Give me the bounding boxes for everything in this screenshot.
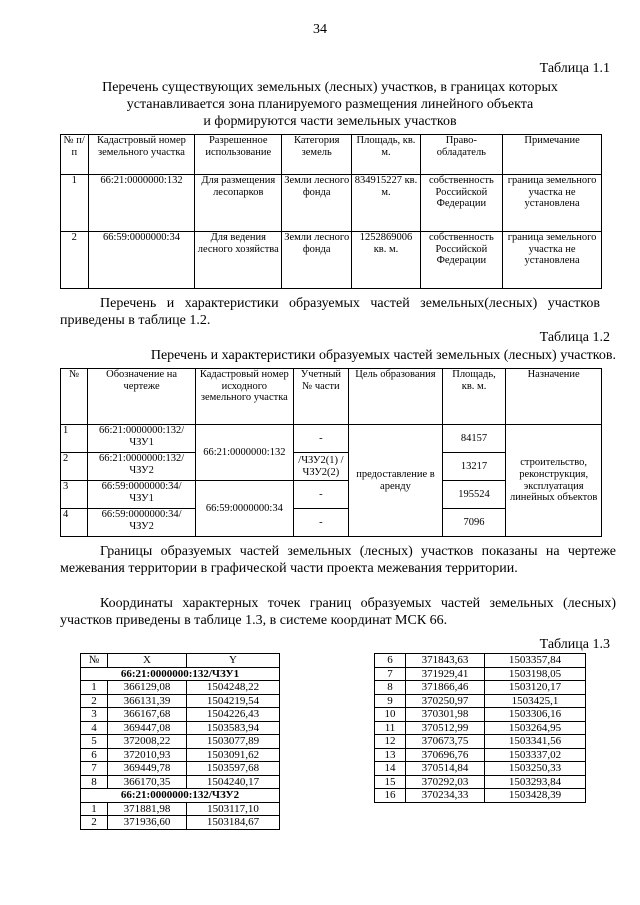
cell: 1 [81, 681, 108, 695]
col-header: X [108, 654, 187, 668]
cell: 7096 [442, 509, 505, 537]
cell: 369447,08 [108, 721, 187, 735]
cell: 371929,41 [406, 667, 485, 681]
cell: строительство, реконструкция, эксплуатация линейных объектов [506, 425, 602, 537]
cell: граница земельного участка не установлена [503, 232, 602, 289]
table-row [81, 735, 280, 749]
col-header: Y [187, 654, 280, 668]
section-header: 66:21:0000000:132/ЧЗУ1 [81, 667, 280, 681]
cell: Для ведения лесного хозяйства [195, 232, 282, 289]
cell: 7 [375, 667, 406, 681]
cell: 834915227 кв. м. [352, 175, 420, 232]
col-header: № [61, 369, 88, 425]
table-row [61, 175, 602, 232]
table-row [375, 708, 586, 722]
cell: 1503264,95 [485, 721, 586, 735]
cell: Земли лесного фонда [282, 175, 352, 232]
cell: 195524 [442, 481, 505, 509]
cell: 366131,39 [108, 694, 187, 708]
table-row [61, 425, 602, 453]
cell: 370234,33 [406, 789, 485, 803]
table-row [61, 232, 602, 289]
table-row [375, 735, 586, 749]
table-row [81, 816, 280, 830]
cell: 370514,84 [406, 762, 485, 776]
table-row [375, 748, 586, 762]
cell: 13217 [442, 453, 505, 481]
col-header: Примечание [503, 135, 602, 175]
cell: 2 [81, 816, 108, 830]
cell: 366167,68 [108, 708, 187, 722]
table-row [375, 721, 586, 735]
cell: собственность Российской Федерации [420, 232, 503, 289]
table-row [375, 667, 586, 681]
paragraph-3: Координаты характерных точек границ образуемых частей земельных (лесных) участков приведены в таблице 1.3, в системе координат МСК 66. [60, 596, 616, 628]
cell: 5 [81, 735, 108, 749]
cell: 13 [375, 748, 406, 762]
cell: 8 [81, 775, 108, 789]
col-header: Кадастровый номер исходного земельного участка [195, 369, 293, 425]
cell: 66:21:0000000:132/ ЧЗУ2 [88, 453, 196, 481]
table-row [375, 762, 586, 776]
cell: 1503293,84 [485, 775, 586, 789]
cell: 84157 [442, 425, 505, 453]
cell: 1503306,16 [485, 708, 586, 722]
cell: 6 [81, 748, 108, 762]
cell: 1504240,17 [187, 775, 280, 789]
cell: 1504219,54 [187, 694, 280, 708]
table-row [81, 762, 280, 776]
table-row [81, 802, 280, 816]
cell: 1 [61, 425, 88, 453]
cell: - [293, 425, 348, 453]
cell: 366170,35 [108, 775, 187, 789]
cell: 370292,03 [406, 775, 485, 789]
title-line: и формируются части земельных участков [203, 114, 457, 129]
title-line: устанавливается зона планируемого размещения линейного объекта [126, 97, 534, 112]
cell: /ЧЗУ2(1) /ЧЗУ2(2) [293, 453, 348, 481]
table-row [375, 789, 586, 803]
col-header: Назначение [506, 369, 602, 425]
table-row [375, 694, 586, 708]
cell: 10 [375, 708, 406, 722]
cell: - [293, 481, 348, 509]
cell: 1 [61, 175, 89, 232]
cell: 370696,76 [406, 748, 485, 762]
section-header: 66:21:0000000:132/ЧЗУ2 [81, 789, 280, 803]
cell: собственность Российской Федерации [420, 175, 503, 232]
cell: 1503077,89 [187, 735, 280, 749]
cell: 66:21:0000000:132 [88, 175, 195, 232]
cell: 3 [61, 481, 88, 509]
cell: 66:59:0000000:34 [88, 232, 195, 289]
cell: 1503425,1 [485, 694, 586, 708]
cell: 1503198,05 [485, 667, 586, 681]
cell: 66:59:0000000:34 [195, 481, 293, 537]
cell: 14 [375, 762, 406, 776]
cell: 372010,93 [108, 748, 187, 762]
cell: 12 [375, 735, 406, 749]
cell: 1503337,02 [485, 748, 586, 762]
page-number: 34 [313, 22, 327, 37]
cell: 3 [81, 708, 108, 722]
cell: 66:21:0000000:132 [195, 425, 293, 481]
table-row [375, 654, 586, 668]
col-header: Цель образования [349, 369, 443, 425]
table-1-1 [60, 134, 602, 289]
cell: 1503184,67 [187, 816, 280, 830]
cell: 372008,22 [108, 735, 187, 749]
cell: 2 [61, 453, 88, 481]
table-1-3-right [374, 653, 586, 803]
table-row [81, 694, 280, 708]
table-row [81, 708, 280, 722]
col-header: Учетный № части [293, 369, 348, 425]
cell: 66:59:0000000:34/ ЧЗУ2 [88, 509, 196, 537]
table-row [375, 681, 586, 695]
cell: 370301,98 [406, 708, 485, 722]
cell: 16 [375, 789, 406, 803]
cell: 1504248,22 [187, 681, 280, 695]
paragraph-1: Перечень и характеристики образуемых частей земельных(лесных) участков приведены в таблице 1.2. [60, 296, 600, 328]
cell: 7 [81, 762, 108, 776]
cell: 8 [375, 681, 406, 695]
cell: 11 [375, 721, 406, 735]
cell: 2 [81, 694, 108, 708]
col-header: № [81, 654, 108, 668]
table-row [81, 748, 280, 762]
cell: 1503597,68 [187, 762, 280, 776]
cell: предоставление в аренду [349, 425, 443, 537]
table-row [81, 681, 280, 695]
cell: Земли лесного фонда [282, 232, 352, 289]
cell: 6 [375, 654, 406, 668]
cell: 1503117,10 [187, 802, 280, 816]
cell: 1503120,17 [485, 681, 586, 695]
cell: Для размещения лесопарков [195, 175, 282, 232]
cell: 4 [81, 721, 108, 735]
table-row [81, 721, 280, 735]
col-header: Площадь, кв. м. [442, 369, 505, 425]
title-line: Перечень существующих земельных (лесных) участков, в границах которых [102, 80, 558, 95]
table-1-2-title: Перечень и характеристики образуемых частей земельных (лесных) участков. [150, 348, 616, 363]
cell: граница земельного участка не установлена [503, 175, 602, 232]
paragraph-2: Границы образуемых частей земельных (лесных) участков показаны на чертеже межевания территории в графической части проекта межевания территории. [60, 544, 616, 576]
col-header: Право-обладатель [420, 135, 503, 175]
table-row [375, 775, 586, 789]
table-1-3-label: Таблица 1.3 [539, 637, 610, 652]
table-1-1-label: Таблица 1.1 [539, 61, 610, 76]
cell: 369449,78 [108, 762, 187, 776]
cell: 370512,99 [406, 721, 485, 735]
cell: 66:59:0000000:34/ ЧЗУ1 [88, 481, 196, 509]
col-header: № п/п [61, 135, 89, 175]
table-1-3-left [80, 653, 280, 830]
cell: 370673,75 [406, 735, 485, 749]
cell: 371843,63 [406, 654, 485, 668]
cell: 66:21:0000000:132/ ЧЗУ1 [88, 425, 196, 453]
cell: - [293, 509, 348, 537]
col-header: Обозначение на чертеже [88, 369, 196, 425]
col-header: Кадастровый номер земельного участка [88, 135, 195, 175]
table-1-1-title [60, 79, 600, 130]
cell: 1504226,43 [187, 708, 280, 722]
cell: 1503091,62 [187, 748, 280, 762]
col-header: Категория земель [282, 135, 352, 175]
table-1-2 [60, 368, 602, 537]
cell: 1503583,94 [187, 721, 280, 735]
col-header: Площадь, кв. м. [352, 135, 420, 175]
cell: 371936,60 [108, 816, 187, 830]
table-1-2-label: Таблица 1.2 [539, 330, 610, 345]
cell: 371866,46 [406, 681, 485, 695]
cell: 366129,08 [108, 681, 187, 695]
cell: 1503250,33 [485, 762, 586, 776]
cell: 370250,97 [406, 694, 485, 708]
col-header: Разрешенное использование [195, 135, 282, 175]
cell: 4 [61, 509, 88, 537]
cell: 15 [375, 775, 406, 789]
cell: 1503428,39 [485, 789, 586, 803]
cell: 1503357,84 [485, 654, 586, 668]
cell: 9 [375, 694, 406, 708]
cell: 1252869006 кв. м. [352, 232, 420, 289]
table-row [81, 775, 280, 789]
cell: 2 [61, 232, 89, 289]
cell: 1 [81, 802, 108, 816]
cell: 1503341,56 [485, 735, 586, 749]
cell: 371881,98 [108, 802, 187, 816]
